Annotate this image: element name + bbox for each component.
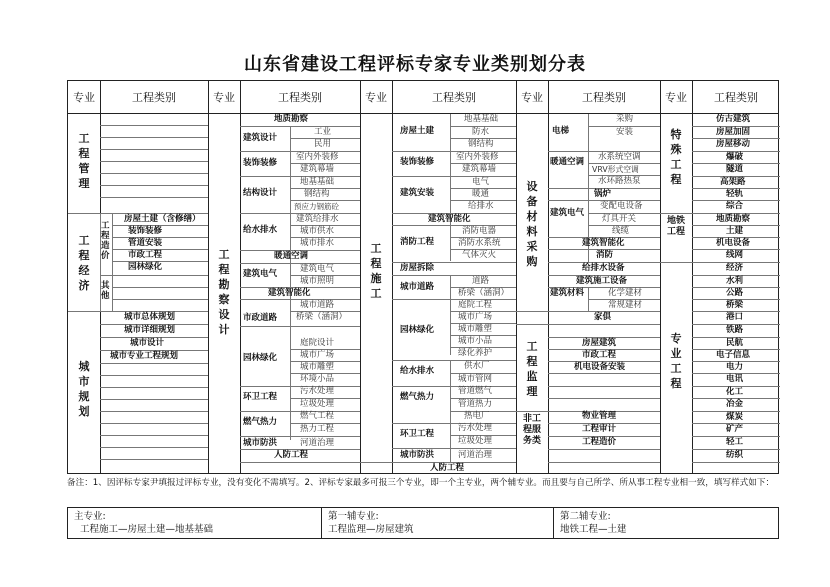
service-item: 工程审计	[582, 424, 617, 434]
survey-sub: 垃圾处理	[300, 399, 335, 409]
construction-sub: 城市雕塑	[458, 324, 493, 334]
construction-sub: 管道热力	[458, 399, 493, 409]
survey-sub: 燃气工程	[300, 411, 335, 421]
example-aux2	[554, 508, 778, 538]
construction-sub: 消防电器	[462, 226, 497, 236]
cost-item: 园林绿化	[128, 262, 163, 272]
procurement-sub: 常规建材	[608, 300, 643, 310]
survey-sub: 城市排水	[300, 238, 335, 248]
category-table	[67, 80, 779, 474]
construction-item: 房屋土建	[400, 126, 435, 136]
construction-sub: 地基基础	[464, 114, 499, 124]
construction-sub: 热电厂	[464, 411, 490, 421]
header-major-5: 专业	[665, 90, 687, 104]
major-metro: 地铁工程	[666, 216, 685, 237]
survey-sub: 工业	[314, 127, 332, 137]
procurement-sub: 化学建材	[608, 288, 643, 298]
major-engineering-economy: 工程经济	[78, 234, 90, 292]
construction-sub: 河道治理	[458, 450, 493, 460]
survey-item: 人防工程	[274, 450, 309, 460]
survey-item: 园林绿化	[243, 353, 278, 363]
procurement-item: 建筑智能化	[582, 238, 625, 248]
survey-item: 暖通空调	[274, 251, 309, 261]
survey-item: 建筑设计	[243, 133, 278, 143]
metro-item: 机电设备	[716, 238, 751, 248]
construction-sub: 庭院工程	[458, 300, 493, 310]
example-main	[68, 508, 322, 538]
professional-item: 冶金	[726, 399, 744, 409]
construction-sub: 垃圾处理	[458, 436, 493, 446]
header-category-2: 工程类别	[278, 90, 322, 104]
survey-sub: 预应力钢筋砼	[294, 202, 339, 211]
major-survey-design: 工程勘察设计	[218, 248, 230, 336]
special-item: 房屋加固	[716, 127, 751, 137]
professional-item: 轻工	[726, 437, 744, 447]
survey-sub: 污水处理	[300, 386, 335, 396]
professional-item: 水利	[726, 276, 744, 286]
procurement-item: 锅炉	[594, 189, 612, 199]
survey-sub: 建筑电气	[300, 264, 335, 274]
survey-sub: 河道治理	[300, 438, 335, 448]
sub-other: 其他	[101, 281, 110, 301]
major-construction: 工程施工	[370, 242, 382, 300]
construction-sub: 消防水系统	[458, 238, 501, 248]
metro-item: 土建	[726, 226, 744, 236]
construction-sub: 暖通	[472, 189, 490, 199]
construction-item: 建筑智能化	[428, 214, 471, 224]
construction-sub: 城市小品	[458, 336, 493, 346]
construction-sub: 绿化养护	[458, 348, 493, 358]
special-item: 隧道	[726, 164, 744, 174]
procurement-sub: 采购	[616, 114, 634, 124]
page-title: 山东省建设工程评标专家专业类别划分表	[244, 54, 586, 75]
supervision-item: 机电设备安装	[574, 362, 626, 372]
header-major-3: 专业	[365, 90, 387, 104]
survey-sub: 城市供水	[300, 226, 335, 236]
procurement-item: 家俱	[594, 312, 612, 322]
survey-item: 装饰装修	[243, 158, 278, 168]
professional-item: 电子信息	[716, 350, 751, 360]
major-special: 特殊工程	[670, 128, 682, 186]
planning-item: 城市总体规划	[124, 312, 176, 322]
major-supervision: 工程监理	[526, 340, 538, 398]
procurement-item: 消防	[596, 250, 614, 260]
main-value: 工程施工—房屋土建—地基基础	[80, 524, 214, 535]
procurement-item: 建筑施工设备	[576, 276, 628, 286]
service-item: 物业管理	[582, 411, 617, 421]
survey-item: 结构设计	[243, 188, 278, 198]
construction-sub: 室内外装修	[456, 152, 499, 162]
survey-sub: 室内外装修	[296, 152, 339, 162]
cost-item: 装饰装修	[128, 226, 163, 236]
supervision-item: 市政工程	[582, 350, 617, 360]
professional-item: 煤炭	[726, 412, 744, 422]
survey-sub: 环境小品	[300, 374, 335, 384]
construction-item: 消防工程	[400, 237, 435, 247]
survey-sub: 城市雕塑	[300, 362, 335, 372]
construction-sub: 管道燃气	[458, 386, 493, 396]
service-item: 工程造价	[582, 437, 617, 447]
aux2-label: 第二辅专业:	[560, 511, 611, 522]
construction-item: 装饰装修	[400, 157, 435, 167]
example-table	[67, 507, 779, 539]
procurement-sub: VRV形式空调	[592, 165, 639, 174]
construction-sub: 污水处理	[458, 423, 493, 433]
cost-item: 管道安装	[128, 238, 163, 248]
header-major-4: 专业	[521, 90, 543, 104]
header-category-5: 工程类别	[714, 90, 758, 104]
survey-sub: 庭院设计	[300, 338, 335, 348]
survey-sub: 城市广场	[300, 350, 335, 360]
survey-sub: 建筑给排水	[296, 214, 339, 224]
survey-item: 建筑智能化	[268, 288, 311, 298]
survey-item: 给水排水	[243, 225, 278, 235]
major-urban-planning: 城市规划	[78, 360, 90, 418]
construction-item: 人防工程	[430, 463, 465, 473]
supervision-item: 房屋建筑	[582, 338, 617, 348]
procurement-item: 给排水设备	[582, 263, 625, 273]
procurement-sub: 水环路热泵	[598, 176, 641, 186]
professional-item: 化工	[726, 387, 744, 397]
construction-sub: 桥梁（涵洞）	[458, 288, 510, 298]
survey-sub: 民用	[314, 139, 332, 149]
construction-sub: 建筑幕墙	[462, 164, 497, 174]
construction-sub: 城市广场	[458, 312, 493, 322]
example-aux1	[322, 508, 554, 538]
planning-item: 城市详细规划	[124, 325, 176, 335]
survey-sub: 地基基础	[300, 177, 335, 187]
professional-item: 经济	[726, 263, 744, 273]
cost-item: 市政工程	[128, 250, 163, 260]
professional-item: 电讯	[726, 374, 744, 384]
header-major-2: 专业	[213, 90, 235, 104]
major-non-engineering: 非工程服务类	[522, 414, 541, 446]
professional-item: 桥梁	[726, 300, 744, 310]
procurement-sub: 变配电设备	[600, 201, 643, 211]
metro-item: 线网	[726, 250, 744, 260]
survey-sub: 城市道路	[300, 300, 335, 310]
professional-item: 公路	[726, 288, 744, 298]
header-category-4: 工程类别	[582, 90, 626, 104]
survey-item: 地质勘察	[274, 114, 309, 124]
survey-item: 城市防洪	[243, 438, 278, 448]
major-procurement: 设备材料采购	[526, 180, 538, 268]
construction-item: 建筑安装	[400, 188, 435, 198]
construction-item: 城市防洪	[400, 450, 435, 460]
planning-item: 城市设计	[130, 338, 165, 348]
aux1-label: 第一辅专业:	[328, 511, 379, 522]
construction-item: 城市道路	[400, 282, 435, 292]
procurement-sub: 水系统空调	[598, 152, 641, 162]
procurement-sub: 安装	[616, 127, 634, 137]
special-item: 轻轨	[726, 189, 744, 199]
procurement-sub: 灯具开关	[602, 214, 637, 224]
professional-item: 电力	[726, 362, 744, 372]
survey-sub: 钢结构	[304, 189, 330, 199]
aux1-value: 工程监理—房屋建筑	[328, 524, 414, 535]
survey-item: 建筑电气	[243, 269, 278, 279]
special-item: 综合	[726, 201, 744, 211]
construction-sub: 钢结构	[468, 139, 494, 149]
survey-item: 燃气热力	[243, 417, 278, 427]
aux2-value: 地铁工程—土建	[560, 524, 627, 535]
construction-sub: 供水厂	[464, 361, 490, 371]
professional-item: 铁路	[726, 325, 744, 335]
survey-sub: 热力工程	[300, 424, 335, 434]
planning-item: 城市专业工程规划	[110, 351, 179, 361]
survey-sub: 桥梁（涵洞）	[296, 312, 348, 322]
professional-item: 港口	[726, 312, 744, 322]
construction-item: 给水排水	[400, 366, 435, 376]
special-item: 爆破	[726, 152, 744, 162]
special-item: 仿古建筑	[716, 114, 751, 124]
construction-item: 环卫工程	[400, 429, 435, 439]
special-item: 高架路	[720, 177, 746, 187]
sub-cost: 工程造价	[101, 221, 110, 261]
professional-item: 矿产	[726, 424, 744, 434]
remarks: 备注：1、因评标专家尹填报过评标专业，没有变化不需填写。2、评标专家最多可报三个专业，即一个主专业，两个辅专业。而且要与自己所学、所从事工程专业相一致，填写样式如下：	[67, 478, 775, 488]
main-label: 主专业:	[74, 511, 106, 522]
construction-item: 燃气热力	[400, 392, 435, 402]
construction-item: 房屋拆除	[400, 263, 435, 273]
procurement-item: 电梯	[552, 126, 570, 136]
metro-item: 地质勘察	[716, 214, 751, 224]
professional-item: 民航	[726, 338, 744, 348]
survey-sub: 建筑幕墙	[300, 164, 335, 174]
header-category-3: 工程类别	[432, 90, 476, 104]
major-professional: 专业工程	[670, 332, 682, 390]
construction-sub: 城市管网	[458, 374, 493, 384]
survey-sub: 城市照明	[300, 276, 335, 286]
major-engineering-management: 工程管理	[78, 132, 90, 190]
cost-item: 房屋土建（含修缮）	[124, 214, 201, 224]
survey-item: 环卫工程	[243, 392, 278, 402]
header-category-1: 工程类别	[132, 90, 176, 104]
procurement-item: 建筑材料	[550, 288, 585, 298]
survey-item: 市政道路	[243, 313, 278, 323]
header-major-1: 专业	[73, 90, 95, 104]
special-item: 房屋移动	[716, 139, 751, 149]
construction-sub: 给排水	[468, 201, 494, 211]
procurement-sub: 线缆	[612, 226, 630, 236]
construction-sub: 电气	[472, 177, 490, 187]
construction-sub: 气体灭火	[462, 250, 497, 260]
construction-item: 园林绿化	[400, 325, 435, 335]
procurement-item: 暖通空调	[550, 157, 585, 167]
construction-sub: 道路	[472, 276, 490, 286]
construction-sub: 防水	[472, 127, 490, 137]
procurement-item: 建筑电气	[550, 208, 585, 218]
professional-item: 纺织	[726, 450, 744, 460]
